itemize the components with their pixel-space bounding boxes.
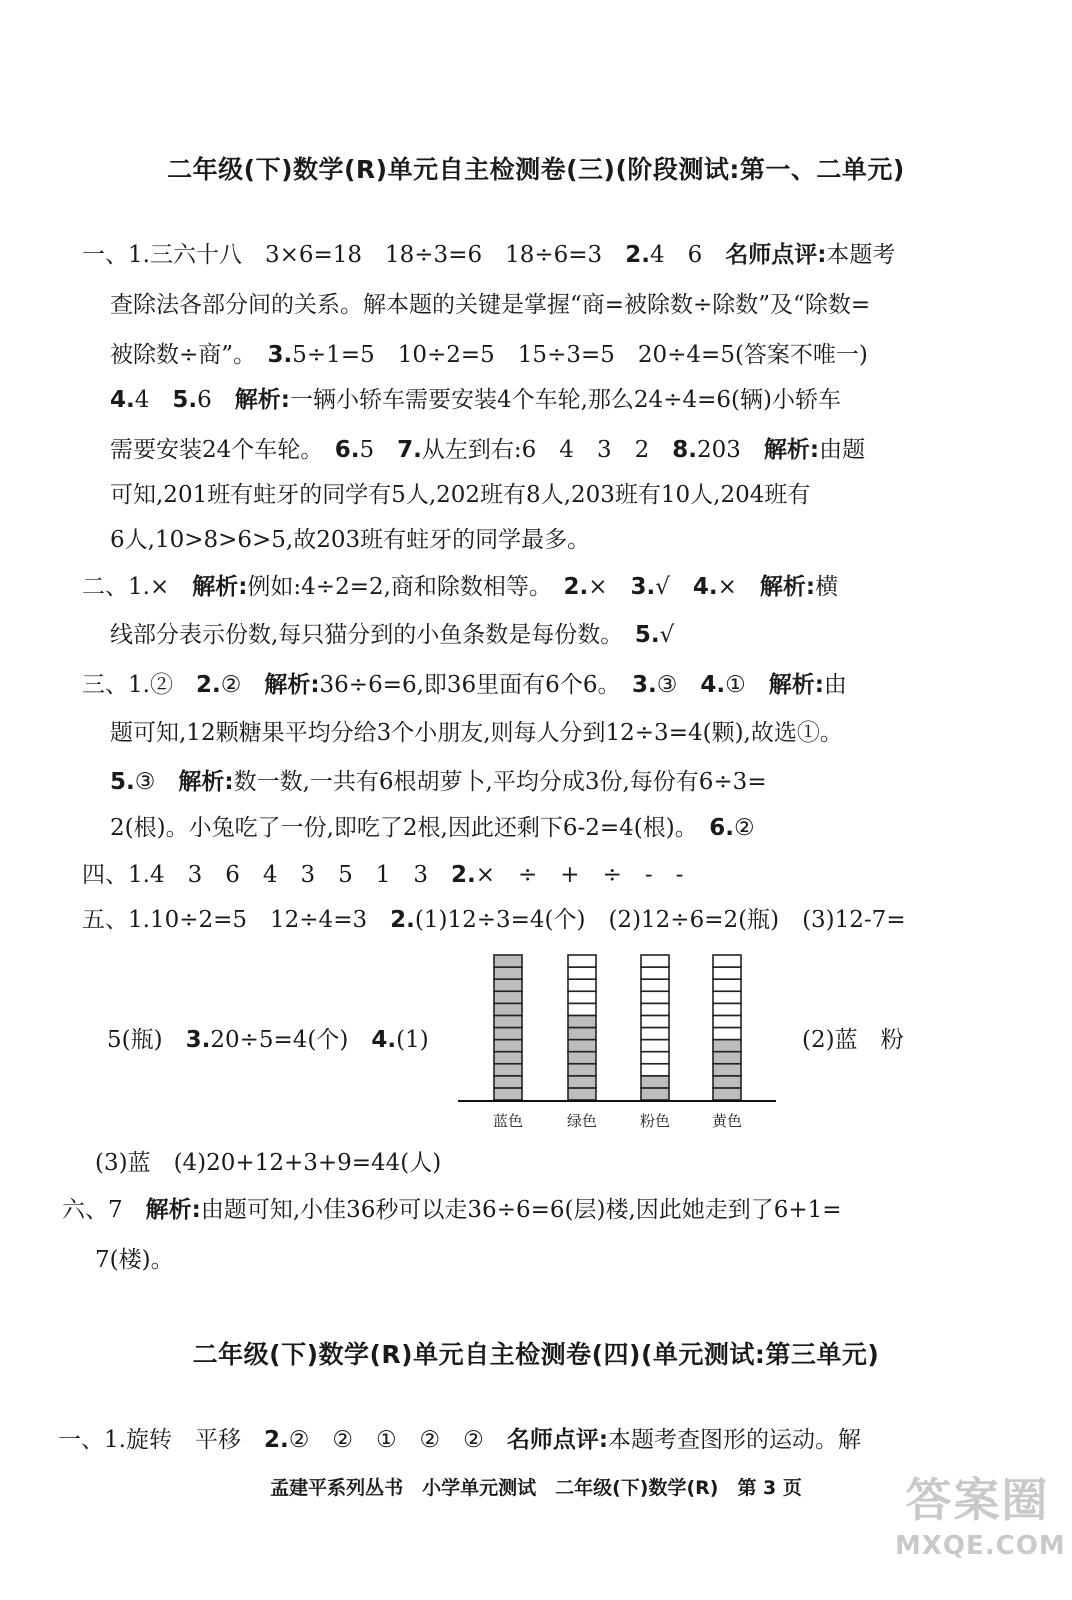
bar-cell: [568, 1064, 596, 1076]
text: √: [659, 622, 675, 648]
bar-cell: [641, 955, 669, 967]
bar-cell: [568, 955, 596, 967]
bar-绿色: [568, 955, 596, 1100]
bar-cell: [568, 1003, 596, 1015]
chart-line-left: [107, 1025, 429, 1055]
section-title-4: 二年级(下)数学(R)单元自主检测卷(四)(单元测试:第三单元): [192, 1340, 880, 1369]
answer-line: [110, 525, 590, 555]
bar-chart: [458, 950, 778, 1134]
bar-cell: [713, 1040, 741, 1052]
text: 36÷6=6,即36里面有6个6。: [319, 672, 632, 698]
text: 需要安装24个车轮。: [110, 437, 335, 463]
bar-cell: [641, 979, 669, 991]
answer-line: [110, 340, 868, 370]
text: 数一数,一共有6根胡萝卜,平均分成3份,每份有6÷3=: [233, 769, 767, 795]
text: 5(瓶): [107, 1027, 186, 1053]
text: 三、1.②: [82, 672, 196, 698]
bar-cell: [494, 1064, 522, 1076]
bar-cell: [641, 1003, 669, 1015]
text: 四、1.4 3 6 4 3 5 1 3: [82, 862, 452, 888]
text: ②: [220, 672, 265, 698]
chart-line-right: (2)蓝 粉: [802, 1027, 904, 1053]
bar-cell: [494, 967, 522, 979]
bold-label: 7.: [397, 437, 422, 463]
text: 横: [815, 574, 839, 600]
text: 2(根)。小兔吃了一份,即吃了2根,因此还剩下6-2=4(根)。: [110, 815, 710, 841]
text: ×: [717, 574, 760, 600]
answer-line: [110, 385, 841, 415]
text: ②: [733, 815, 755, 841]
text: × ÷ + ÷ - -: [475, 862, 684, 888]
bold-label: 名师点评:: [725, 242, 827, 268]
text: 6: [197, 387, 235, 413]
text: 可知,201班有蛀牙的同学有5人,202班有8人,203班有10人,204班有: [110, 482, 811, 508]
bar-cell: [568, 1052, 596, 1064]
text: (3)蓝 (4)20+12+3+9=44(人): [95, 1150, 442, 1176]
text: 一、1.旋转 平移: [58, 1427, 264, 1453]
bold-label: 8.: [672, 437, 697, 463]
text: 查除法各部分间的关系。解本题的关键是掌握“商=被除数÷除数”及“除数=: [110, 292, 871, 318]
label: 名师点评:: [506, 1427, 609, 1453]
bar-cell: [713, 1088, 741, 1100]
text: 20÷5=4(个): [210, 1027, 372, 1053]
text: 题可知,12颗糖果平均分给3个小朋友,则每人分到12÷3=4(颗),故选①。: [110, 720, 843, 746]
bold-label: 5.: [634, 622, 660, 648]
bar-cell: [494, 1015, 522, 1027]
bar-cell: [713, 1064, 741, 1076]
text: 4: [134, 387, 173, 413]
answer-line: [62, 1195, 842, 1225]
bar-cell: [713, 967, 741, 979]
question-number: 4.: [371, 1027, 397, 1053]
bar-cell: [568, 991, 596, 1003]
text: 一辆小轿车需要安装4个车轮,那么24÷4=6(辆)小轿车: [289, 387, 841, 413]
answer-line: [110, 813, 755, 843]
answer-line: [110, 435, 865, 465]
bar-cell: [641, 967, 669, 979]
text: 例如:4÷2=2,商和除数相等。: [247, 574, 564, 600]
text: (1): [396, 1027, 429, 1053]
text: 6人,10>8>6>5,故203班有蛀牙的同学最多。: [110, 527, 591, 553]
bold-label: 4.: [110, 387, 135, 413]
watermark: [895, 1470, 1066, 1590]
bold-label: 5.: [172, 387, 198, 413]
bar-蓝色: [494, 955, 522, 1100]
question-number: 2.: [263, 1427, 289, 1453]
text: 二、1.×: [82, 574, 193, 600]
text: ①: [725, 672, 769, 698]
bold-label: 2.: [195, 672, 221, 698]
bar-cell: [568, 1015, 596, 1027]
bar-黄色: [713, 955, 741, 1100]
bold-label: 3.: [267, 342, 293, 368]
question-number: 3.: [185, 1027, 211, 1053]
bar-cell: [641, 1088, 669, 1100]
bar-cell: [494, 1028, 522, 1040]
x-tick-label: 蓝色: [492, 1112, 523, 1130]
text: 本题考查图形的运动。解: [608, 1427, 862, 1453]
bar-cell: [713, 1028, 741, 1040]
bold-label: 2.: [451, 862, 476, 888]
answer-line: [82, 572, 838, 602]
text: 由: [823, 672, 847, 698]
bold-label: 4.: [700, 672, 726, 698]
answer-line: [110, 620, 674, 650]
bar-cell: [494, 991, 522, 1003]
bar-cell: [713, 1076, 741, 1088]
bold-label: 解析:: [759, 574, 816, 600]
bar-cell: [641, 1064, 669, 1076]
bold-label: 5.: [110, 769, 135, 795]
bar-cell: [713, 979, 741, 991]
text: ③: [134, 769, 179, 795]
bar-cell: [713, 991, 741, 1003]
answer-line: [110, 480, 810, 510]
bold-label: 解析:: [264, 672, 320, 698]
text: 本题考: [826, 242, 896, 268]
chart-canvas: [458, 950, 778, 1134]
bar-cell: [494, 1088, 522, 1100]
bar-cell: [641, 1052, 669, 1064]
bold-label: 解析:: [145, 1197, 201, 1223]
bold-label: 4.: [692, 574, 718, 600]
text: 从左到右:6 4 3 2: [421, 437, 673, 463]
answer-line: [110, 767, 767, 797]
bold-label: 2.: [390, 907, 415, 933]
answer-line-last: [58, 1425, 861, 1455]
bold-label: 解析:: [192, 574, 248, 600]
bold-label: 解析:: [234, 387, 290, 413]
text: 5: [359, 437, 398, 463]
page-footer: 孟建平系列丛书 小学单元测试 二年级(下)数学(R) 第 3 页: [270, 1477, 802, 1499]
bold-label: 6.: [334, 437, 360, 463]
watermark-text: 答案圈: [905, 1473, 1050, 1527]
bold-label: 3.: [630, 574, 656, 600]
text: (1)12÷3=4(个) (2)12÷6=2(瓶) (3)12-7=: [414, 907, 906, 933]
bar-cell: [641, 1015, 669, 1027]
text: ×: [588, 574, 631, 600]
x-tick-label: 黄色: [711, 1112, 742, 1130]
text: ③: [656, 672, 701, 698]
x-tick-label: 粉色: [639, 1112, 670, 1130]
bar-cell: [713, 1015, 741, 1027]
bar-cell: [641, 1076, 669, 1088]
bar-cell: [568, 1028, 596, 1040]
bar-cell: [494, 1003, 522, 1015]
bar-cell: [494, 979, 522, 991]
bold-label: 2.: [563, 574, 589, 600]
bar-cell: [713, 1052, 741, 1064]
text: 一、1.三六十八 3×6=18 18÷3=6 18÷6=3: [82, 242, 626, 268]
text: 203: [696, 437, 764, 463]
bar-cell: [568, 1076, 596, 1088]
answer-line: [95, 1245, 174, 1275]
bar-cell: [641, 1040, 669, 1052]
text: 五、1.10÷2=5 12÷4=3: [82, 907, 391, 933]
x-tick-label: 绿色: [566, 1112, 597, 1130]
text: 4 6: [649, 242, 726, 268]
bar-粉色: [641, 955, 669, 1100]
text: 由题: [819, 437, 866, 463]
text: 线部分表示份数,每只猫分到的小鱼条数是每份数。: [110, 622, 635, 648]
answer-line: [82, 905, 906, 935]
text: 7(楼)。: [95, 1247, 174, 1273]
answer-line: [95, 1148, 441, 1178]
bar-cell: [713, 1003, 741, 1015]
text: ② ② ① ② ②: [288, 1427, 507, 1453]
bold-label: 解析:: [178, 769, 234, 795]
bold-label: 解析:: [763, 437, 820, 463]
bar-cell: [494, 1076, 522, 1088]
answer-line: [110, 718, 843, 748]
text: 由题可知,小佳36秒可以走36÷6=6(层)楼,因此她走到了6+1=: [200, 1197, 842, 1223]
text: 5÷1=5 10÷2=5 15÷3=5 20÷4=5(答案不唯一): [292, 342, 868, 368]
bar-cell: [713, 955, 741, 967]
bar-cell: [494, 1052, 522, 1064]
bold-label: 3.: [631, 672, 657, 698]
bold-label: 解析:: [768, 672, 824, 698]
bar-cell: [568, 1088, 596, 1100]
watermark-url: MXQE.COM: [895, 1531, 1066, 1561]
bar-cell: [641, 1028, 669, 1040]
text: 被除数÷商”。: [110, 342, 268, 368]
bar-cell: [568, 967, 596, 979]
text: √: [655, 574, 693, 600]
bold-label: 6.: [709, 815, 734, 841]
answer-line: [82, 860, 683, 890]
bar-cell: [568, 979, 596, 991]
text: 六、7: [62, 1197, 146, 1223]
bar-cell: [494, 1040, 522, 1052]
answer-line: [82, 240, 895, 270]
bar-cell: [494, 955, 522, 967]
answer-line: [82, 670, 847, 700]
bold-label: 2.: [625, 242, 650, 268]
section-title-3: 二年级(下)数学(R)单元自主检测卷(三)(阶段测试:第一、二单元): [167, 155, 905, 184]
bar-cell: [568, 1040, 596, 1052]
answer-line: [110, 290, 870, 320]
bar-cell: [641, 991, 669, 1003]
